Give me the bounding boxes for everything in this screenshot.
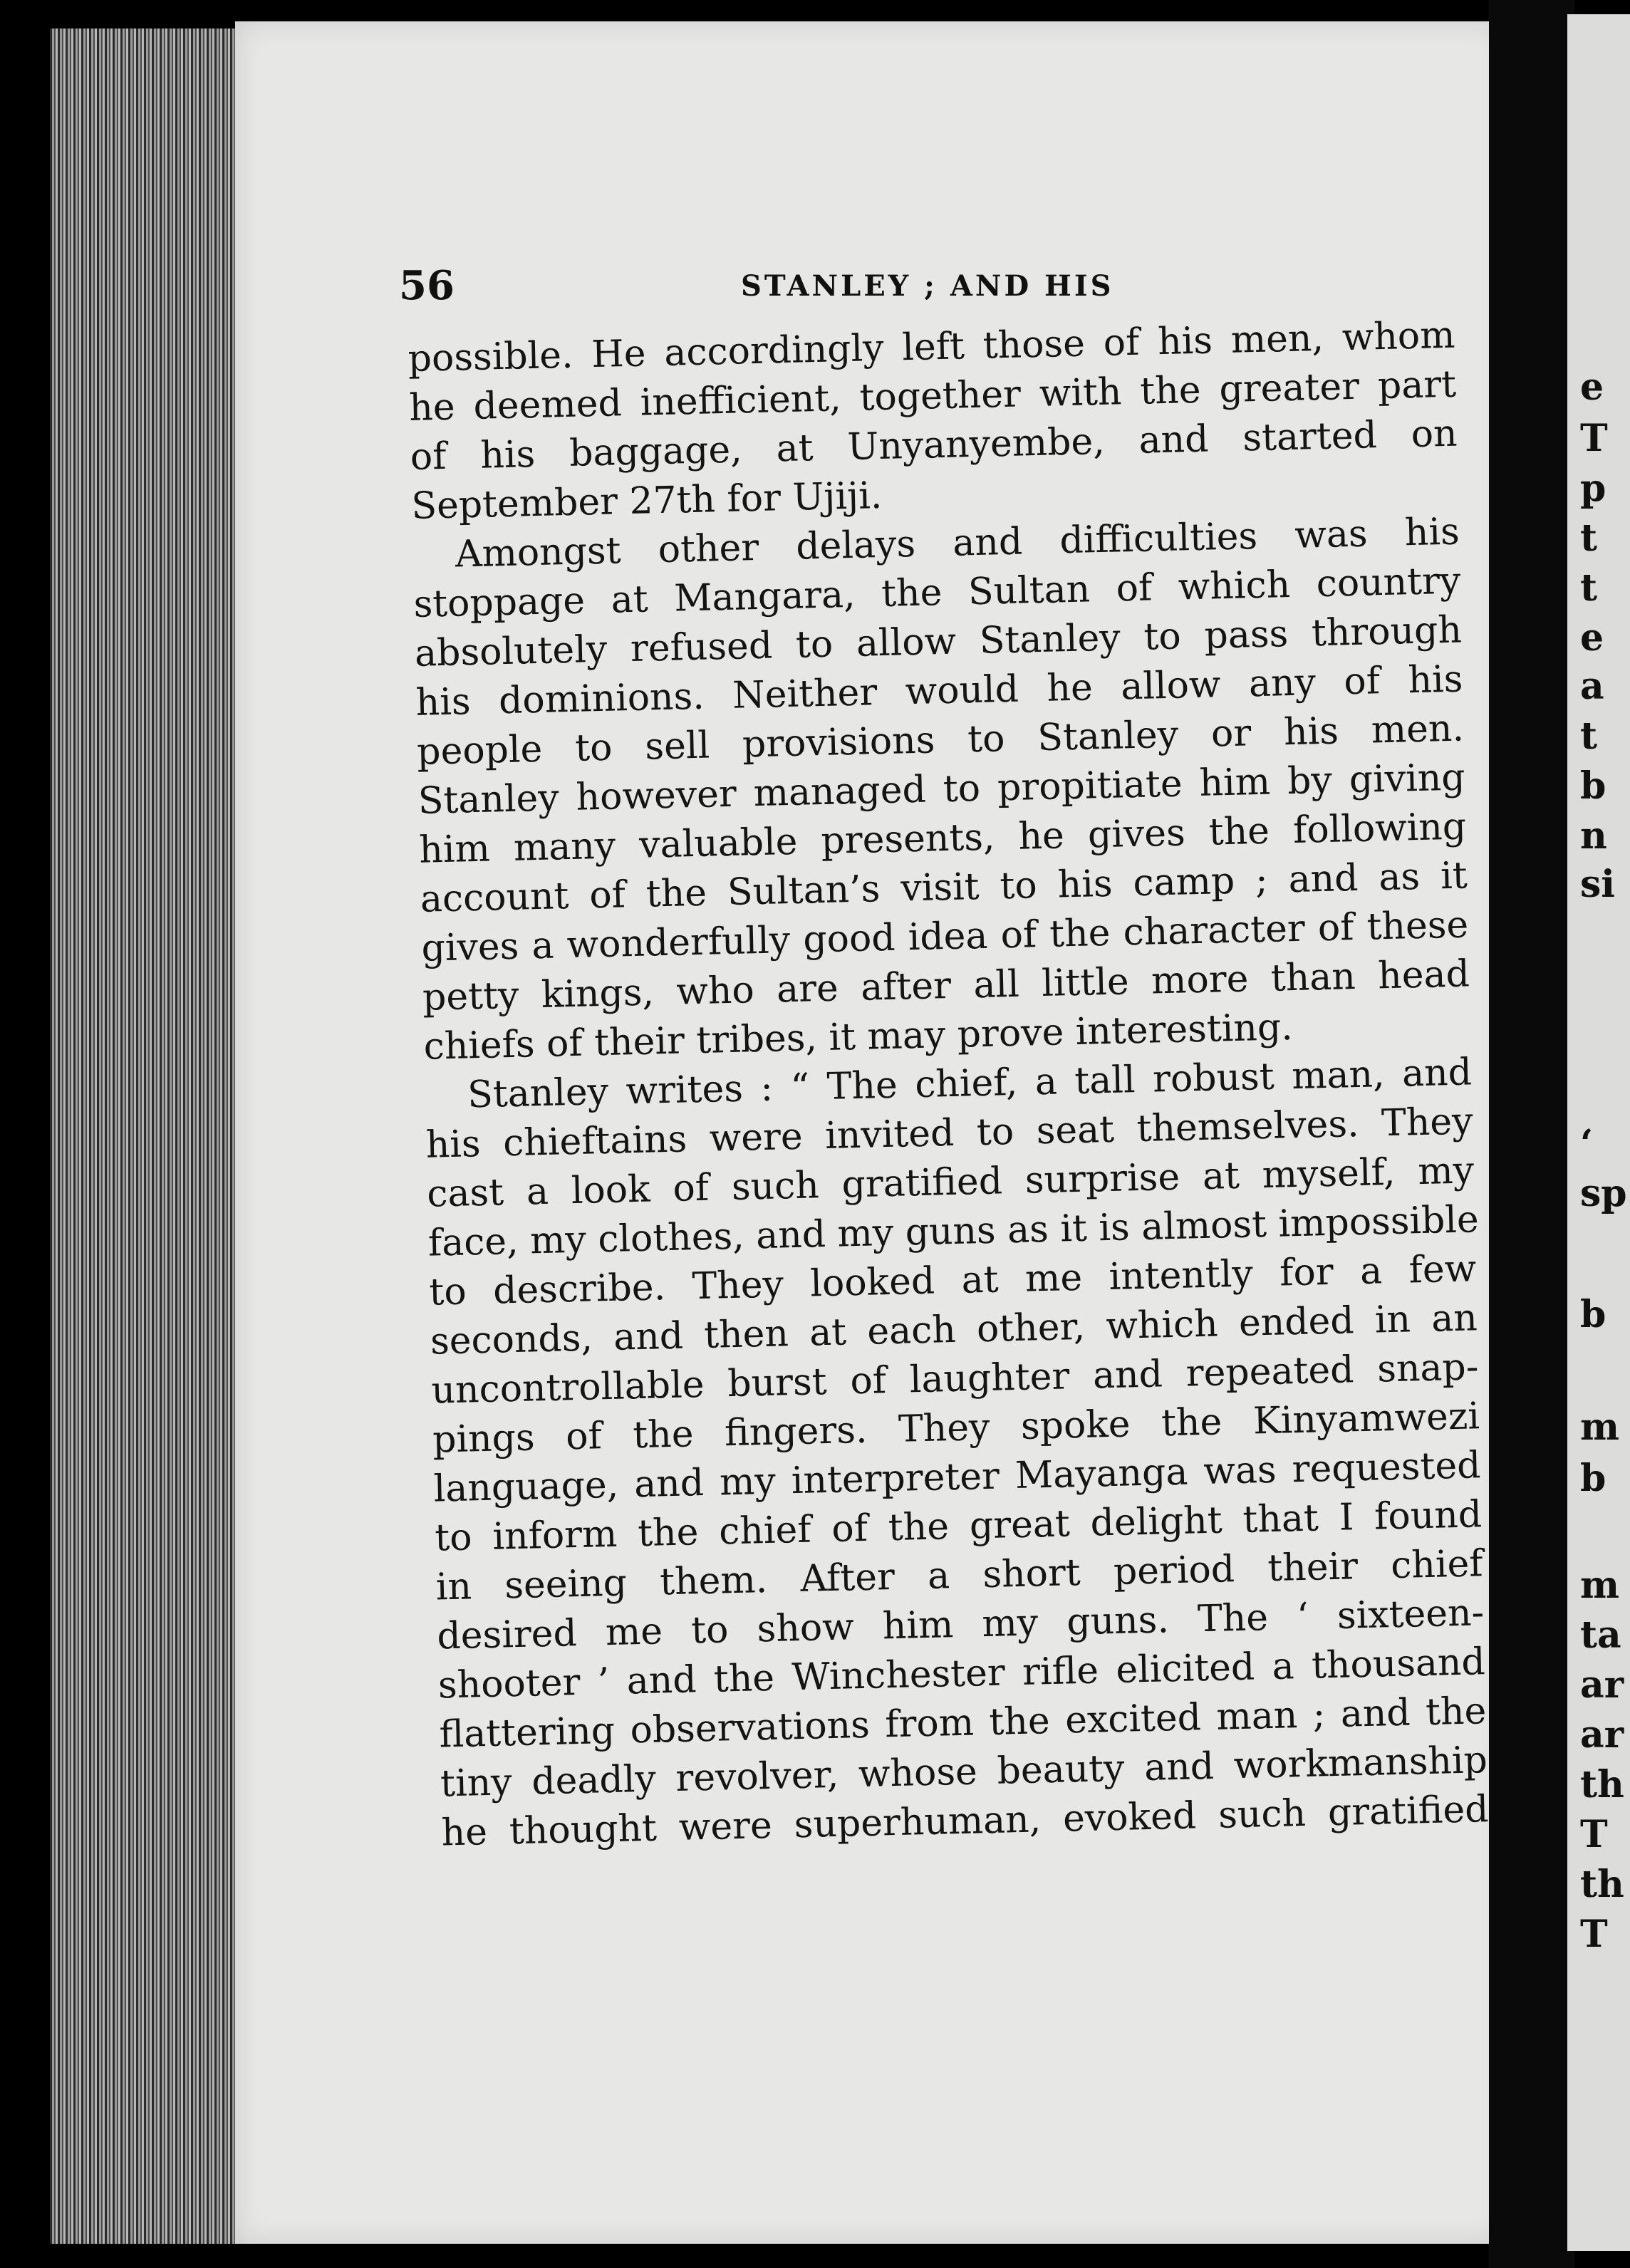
text-line: seconds, and then at each other, which ended in an <box>430 1296 1478 1363</box>
adjacent-page-fragment: th <box>1580 1863 1624 1906</box>
text-line: pings of the fingers. They spoke the Kinyamwezi <box>432 1395 1480 1462</box>
text-line: stoppage at Mangara, the Sultan of which country <box>412 559 1461 626</box>
text-line: his chieftains were invited to seat themselves. They <box>425 1100 1474 1167</box>
adjacent-page-fragment: m <box>1580 1405 1620 1449</box>
adjacent-page-fragment: t <box>1580 714 1598 758</box>
book-page-edges <box>50 28 249 2244</box>
adjacent-page-fragment: a <box>1580 665 1604 708</box>
adjacent-page-fragment: T <box>1580 1813 1608 1856</box>
adjacent-page-fragment: e <box>1580 616 1604 660</box>
adjacent-page-fragment: b <box>1580 764 1606 808</box>
adjacent-page-strip <box>1567 14 1630 2251</box>
adjacent-page-fragment: b <box>1580 1293 1606 1336</box>
text-line: petty kings, who are after all little more than head <box>422 952 1470 1019</box>
text-line: Amongst other delays and difficulties was his <box>455 510 1460 576</box>
text-line: language, and my interpreter Mayanga was requested <box>433 1444 1482 1511</box>
text-line: of his baggage, at Unyanyembe, and started on <box>410 412 1458 479</box>
adjacent-page-fragment: p <box>1580 467 1606 510</box>
adjacent-page-fragment: ta <box>1580 1613 1621 1657</box>
text-line: he deemed inefficient, together with the greater part <box>408 363 1457 430</box>
body-text <box>408 311 1489 1858</box>
adjacent-page-fragment: b <box>1580 1457 1606 1500</box>
adjacent-page-fragment: ‘ <box>1580 1122 1594 1165</box>
text-line: to inform the chief of the great delight that I found <box>434 1493 1483 1560</box>
adjacent-page-fragment: m <box>1580 1564 1620 1607</box>
adjacent-page-fragment: sp <box>1580 1172 1627 1215</box>
adjacent-page-fragment: T <box>1580 1913 1608 1956</box>
text-line: flattering observations from the excited man ; and the <box>438 1690 1487 1757</box>
text-line: Stanley writes : “ The chief, a tall robust man, and <box>467 1051 1473 1117</box>
text-line: desired me to show him my guns. The ‘ sixteen- <box>436 1591 1485 1658</box>
page-number: 56 <box>399 262 455 309</box>
adjacent-page-fragment: ar <box>1580 1663 1624 1707</box>
text-line: September 27th for Ujiji. <box>410 474 883 528</box>
adjacent-page-fragment: t <box>1580 516 1598 560</box>
text-line: people to sell provisions to Stanley or his men. <box>416 707 1465 774</box>
text-line: cast a look of such gratified surprise at myself, my <box>426 1149 1475 1216</box>
text-line: uncontrollable burst of laughter and repeated snap- <box>430 1346 1479 1413</box>
running-head: STANLEY ; AND HIS <box>741 269 1114 303</box>
text-line: he thought were superhuman, evoked such gratified <box>441 1788 1490 1855</box>
page-header <box>399 262 1453 312</box>
text-line: face, my clothes, and my guns as it is almost impossible <box>427 1198 1480 1265</box>
text-line: chiefs of their tribes, it may prove interesting. <box>423 1006 1294 1068</box>
adjacent-page-fragment: e <box>1580 365 1604 409</box>
text-line: his dominions. Neither would he allow any of his <box>415 657 1464 724</box>
text-line: Stanley however managed to propitiate him by giving <box>417 756 1466 823</box>
adjacent-page-fragment: ar <box>1580 1713 1624 1757</box>
text-line: absolutely refused to allow Stanley to pass through <box>414 608 1463 675</box>
adjacent-page-fragment: n <box>1580 814 1607 858</box>
text-line: in seeing them. After a short period their chief <box>435 1542 1484 1609</box>
adjacent-page-fragment: T <box>1580 417 1608 460</box>
binding-gutter <box>1489 0 1574 2268</box>
adjacent-page-fragment: t <box>1580 566 1598 610</box>
text-line: possible. He accordingly left those of his men, whom <box>408 313 1456 380</box>
adjacent-page-fragment: th <box>1580 1763 1624 1806</box>
text-line: him many valuable presents, he gives the following <box>418 805 1467 872</box>
text-line: shooter ’ and the Winchester rifle elicited a thousand <box>437 1640 1486 1707</box>
text-line: gives a wonderfully good idea of the character of these <box>420 903 1469 970</box>
text-line: account of the Sultan’s visit to his camp ; and as it <box>420 854 1468 921</box>
adjacent-page-fragment: si <box>1580 863 1616 906</box>
text-line: to describe. They looked at me intently for a few <box>428 1247 1477 1314</box>
text-line: tiny deadly revolver, whose beauty and workmanship <box>440 1739 1488 1806</box>
